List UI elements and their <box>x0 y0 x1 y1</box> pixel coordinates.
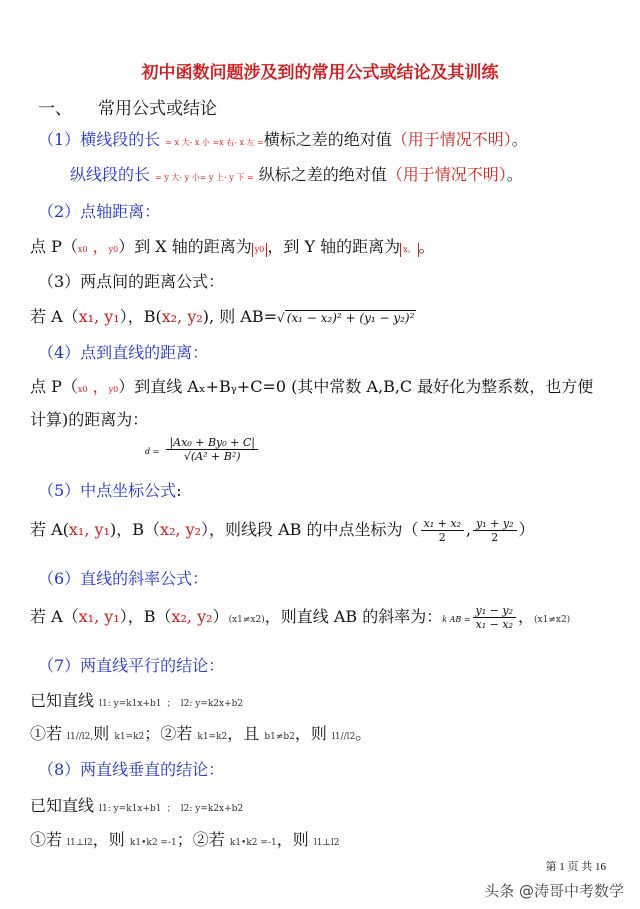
item4-x0: x0 <box>77 385 88 394</box>
item3-formula: (x₁ − x₂)² + (y₁ − y₂)² <box>286 310 415 325</box>
item5-fy-den: 2 <box>491 531 499 544</box>
item3-sqrt-formula: √ (x₁ − x₂)² + (y₁ − y₂)² <box>277 310 415 325</box>
item6-body <box>30 604 570 631</box>
item8-r1d: ；②若 <box>176 830 225 849</box>
item1-h-formula: = x 大- x 小 =x 右- x 左 = <box>165 138 264 147</box>
item7-r1c: k1=k2 <box>114 732 145 742</box>
item2-y0: y0 <box>108 245 119 254</box>
item7-r1f: ，且 <box>227 724 260 743</box>
item4-heading: （4）点到直线的距离： <box>38 343 209 362</box>
item8-given <box>30 793 243 816</box>
item7-r1h: ，则 <box>294 724 327 743</box>
item3-heading: （3）两点间的距离公式： <box>38 272 225 291</box>
item7-heading: （7）两直线平行的结论： <box>38 656 225 675</box>
item7-result <box>30 721 371 744</box>
item5-colon: : <box>176 481 182 500</box>
item1-number: （1） <box>38 130 81 149</box>
item2-x0: x0 <box>77 245 88 254</box>
item7-r1a: l1//l2, <box>67 732 94 742</box>
item1-h-end: 。 <box>511 130 528 149</box>
item7-r1b: 则 <box>93 724 110 743</box>
item7-r1i: l1//l2 <box>332 732 356 742</box>
item7-r1j: 。 <box>355 724 372 743</box>
item4-numerator: |Ax₀ + By₀ + C| <box>166 436 258 450</box>
item7-given-pre: 已知直线 <box>30 691 95 710</box>
item1-v-text: 纵标之差的绝对值 <box>258 165 387 184</box>
page-footer: 第 1 页 共 16 <box>545 861 606 873</box>
watermark: 头条 @涛哥中考数学 <box>484 882 624 900</box>
item6-den: x₁ − x₂ <box>475 618 513 631</box>
item4-line2: 计算)的距离为： <box>30 410 149 429</box>
item5-mid2: ），则线段 AB 的中点坐标为（ <box>201 520 419 539</box>
item4-body <box>30 374 593 397</box>
item3-mid: ），B( <box>119 307 162 326</box>
section-heading-1 <box>38 94 217 119</box>
item7-line2: l2: y=k2x+b2 <box>180 699 244 709</box>
item8-r1f: ，则 <box>276 830 309 849</box>
item5-fy-num: y₁ + y₂ <box>473 517 516 531</box>
item7-r1d: ；②若 <box>144 724 193 743</box>
item6-heading: （6）直线的斜率公式： <box>38 569 209 588</box>
item6-mid3: ，则直线 AB 的斜率为： <box>264 607 443 626</box>
page-title: 初中函数问题涉及到的常用公式或结论及其训练 <box>141 63 499 83</box>
item3-b-point: x₂, y₂ <box>161 307 203 326</box>
item6-pre: 若 A（ <box>30 607 79 626</box>
item2-body <box>30 234 435 257</box>
section-number: 一、 <box>38 99 72 119</box>
item2-abs-x: x。 <box>400 243 419 257</box>
item7-r1e: k1=k2 <box>197 732 228 742</box>
item1-v-label: 纵线段的长 <box>70 165 151 184</box>
item4-distance-formula <box>145 436 260 463</box>
item4-y0: y0 <box>108 385 119 394</box>
item4-pre: 点 P（ <box>30 377 78 396</box>
item8-line2: l2: y=k2x+b2 <box>180 804 244 814</box>
item8-r1: ①若 <box>30 830 63 849</box>
item6-end: ， <box>518 607 535 626</box>
item6-condition2: (x1≠x2) <box>534 615 571 625</box>
item5-fx-num: x₁ + x₂ <box>421 517 464 531</box>
item8-heading: （8）两直线垂直的结论： <box>38 760 225 779</box>
item2-mid: ）到 X 轴的距离为 <box>118 237 252 256</box>
item3-a-point: x₁, y₁ <box>78 307 120 326</box>
item6-k: k AB = <box>442 615 471 624</box>
item1-h-label: 横线段的长 <box>80 130 161 149</box>
item7-r1g: b1≠b2 <box>264 732 295 742</box>
section-label: 常用公式或结论 <box>98 99 217 119</box>
item2-abs-y: y0 <box>252 243 268 257</box>
item2-heading: （2）点轴距离： <box>38 202 161 221</box>
item5-heading-text: （5）中点坐标公式 <box>38 481 177 500</box>
item2-end: 。 <box>418 237 435 256</box>
item4-denominator: √(A² + B²) <box>183 450 241 463</box>
item8-given-pre: 已知直线 <box>30 796 95 815</box>
item4-d: d = <box>145 447 160 456</box>
item1-vertical <box>70 162 523 185</box>
item8-r1c: k1•k2 =-1 <box>129 838 177 848</box>
item6-condition: (x1≠x2) <box>228 615 265 625</box>
item1-horizontal <box>38 127 528 150</box>
item8-semi: ； <box>166 804 176 814</box>
item3-mid2: ), 则 AB= <box>202 307 278 326</box>
item8-result <box>30 827 340 850</box>
item5-body <box>30 517 535 544</box>
item3-pre: 若 A（ <box>30 307 79 326</box>
item7-semi: ； <box>166 699 176 709</box>
item6-a-point: x₁, y₁ <box>78 607 120 626</box>
item1-h-text: 横标之差的绝对值 <box>263 130 392 149</box>
item5-mid: )，B（ <box>109 520 160 539</box>
item5-sep: , <box>465 520 472 539</box>
item2-comma: ， <box>92 237 109 256</box>
item5-end: ） <box>518 520 535 539</box>
item6-mid: ），B（ <box>119 607 172 626</box>
item4-mid: ）到直线 Aₓ+Bᵧ+C=0 (其中常数 A,B,C 最好化为整系数，也方便 <box>118 377 594 396</box>
item2-mid2: ，到 Y 轴的距离为 <box>267 237 401 256</box>
item5-heading <box>38 478 182 501</box>
item7-r1: ①若 <box>30 724 63 743</box>
item8-r1a: l1⊥l2 <box>67 838 93 848</box>
item5-fx-den: 2 <box>438 531 446 544</box>
item1-v-formula: = y 大- y 小= y 上- y 下 = <box>155 173 254 182</box>
item8-r1g: l1⊥l2 <box>313 838 340 848</box>
item7-given <box>30 688 243 711</box>
item6-num: y₁ − y₂ <box>473 604 516 618</box>
item1-h-note: （用于情况不明） <box>391 130 512 149</box>
item3-body <box>30 304 416 327</box>
item5-pre: 若 A( <box>30 520 69 539</box>
item6-b-point: x₂, y₂ <box>171 607 213 626</box>
item7-line1: l1: y=k1x+b1 <box>99 699 162 709</box>
item2-pre: 点 P（ <box>30 237 78 256</box>
item5-b-point: x₂, y₂ <box>159 520 202 539</box>
item6-mid2: ） <box>212 607 229 626</box>
item4-comma: ， <box>92 377 109 396</box>
item1-v-end: 。 <box>506 165 523 184</box>
item8-line1: l1: y=k1x+b1 <box>99 804 162 814</box>
item8-r1e: k1•k2 =-1 <box>229 838 277 848</box>
item1-v-note: （用于情况不明） <box>386 165 507 184</box>
item8-r1b: ，则 <box>92 830 125 849</box>
item5-a-point: x₁, y₁ <box>68 520 110 539</box>
